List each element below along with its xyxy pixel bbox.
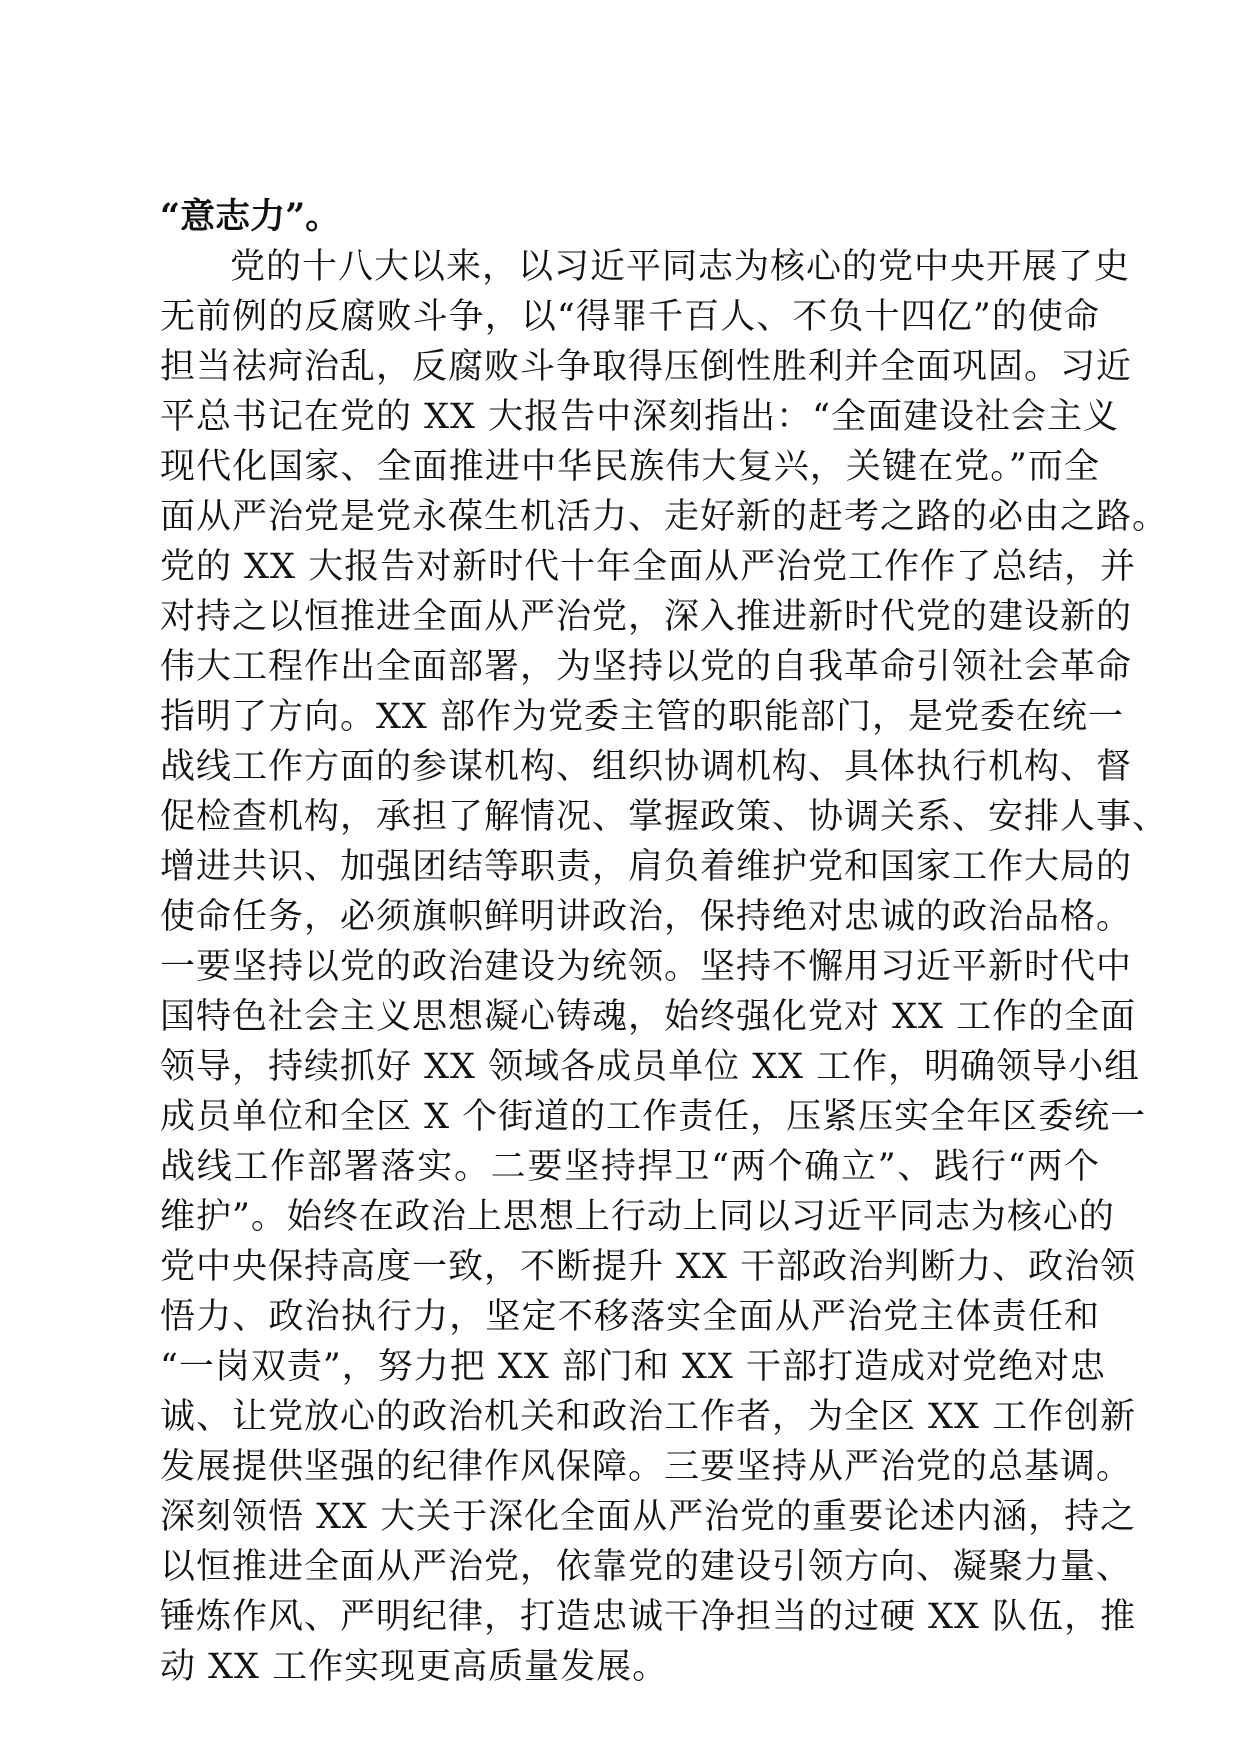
text-line: 战线工作部署落实。二要坚持捍卫“两个确立”、践行“两个 [160,1147,1100,1187]
text-line: 对持之以恒推进全面从严治党，深入推进新时代党的建设新的 [160,597,1133,637]
text-line: 锤炼作风、严明纪律，打造忠诚干净担当的过硬 XX 队伍，推 [160,1597,1137,1637]
text-line: 面从严治党是党永葆生机活力、走好新的赶考之路的必由之路。 [160,497,1169,537]
text-line: 战线工作方面的参谋机构、组织协调机构、具体执行机构、督 [160,747,1133,787]
text-line: “一岗双责”，努力把 XX 部门和 XX 干部打造成对党绝对忠 [160,1347,1106,1387]
text-line: 悟力、政治执行力，坚定不移落实全面从严治党主体责任和 [160,1297,1100,1337]
text-line: 成员单位和全区 X 个街道的工作责任，压紧压实全年区委统一 [160,1097,1147,1137]
text-line: 无前例的反腐败斗争，以“得罪千百人、不负十四亿”的使命 [160,297,1100,337]
text-line: 现代化国家、全面推进中华民族伟大复兴，关键在党。”而全 [160,447,1100,487]
document-page [160,192,1169,1692]
text-line: 党中央保持高度一致，不断提升 XX 干部政治判断力、政治领 [160,1247,1137,1287]
text-line: 担当祛疴治乱，反腐败斗争取得压倒性胜利并全面巩固。习近 [160,347,1133,387]
text-line: 维护”。始终在政治上思想上行动上同以习近平同志为核心的 [160,1197,1115,1237]
text-line: 以恒推进全面从严治党，依靠党的建设引领方向、凝聚力量、 [160,1547,1133,1587]
text-line: 伟大工程作出全面部署，为坚持以党的自我革命引领社会革命 [160,647,1133,687]
text-line: 领导，持续抓好 XX 领域各成员单位 XX 工作，明确领导小组 [160,1047,1141,1087]
text-line: 指明了方向。XX 部作为党委主管的职能部门，是党委在统一 [160,697,1124,737]
text-line: 一要坚持以党的政治建设为统领。坚持不懈用习近平新时代中 [160,947,1133,987]
text-line: 深刻领悟 XX 大关于深化全面从严治党的重要论述内涵，持之 [160,1497,1137,1537]
text-line: 动 XX 工作实现更高质量发展。 [160,1647,669,1687]
text-line: 党的 XX 大报告对新时代十年全面从严治党工作作了总结，并 [160,547,1137,587]
text-line: “意志力”。 [160,196,341,237]
text-line: 增进共识、加强团结等职责，肩负着维护党和国家工作大局的 [160,847,1133,887]
text-line: 使命任务，必须旗帜鲜明讲政治，保持绝对忠诚的政治品格。 [160,897,1133,937]
text-line: 促检查机构，承担了解情况、掌握政策、协调关系、安排人事、 [160,797,1169,837]
text-line: 党的十八大以来，以习近平同志为核心的党中央开展了史 [230,247,1131,287]
text-line: 发展提供坚强的纪律作风保障。三要坚持从严治党的总基调。 [160,1447,1133,1487]
text-line: 诚、让党放心的政治机关和政治工作者，为全区 XX 工作创新 [160,1397,1137,1437]
text-line: 国特色社会主义思想凝心铸魂，始终强化党对 XX 工作的全面 [160,997,1137,1037]
text-line: 平总书记在党的 XX 大报告中深刻指出：“全面建设社会主义 [160,397,1119,437]
